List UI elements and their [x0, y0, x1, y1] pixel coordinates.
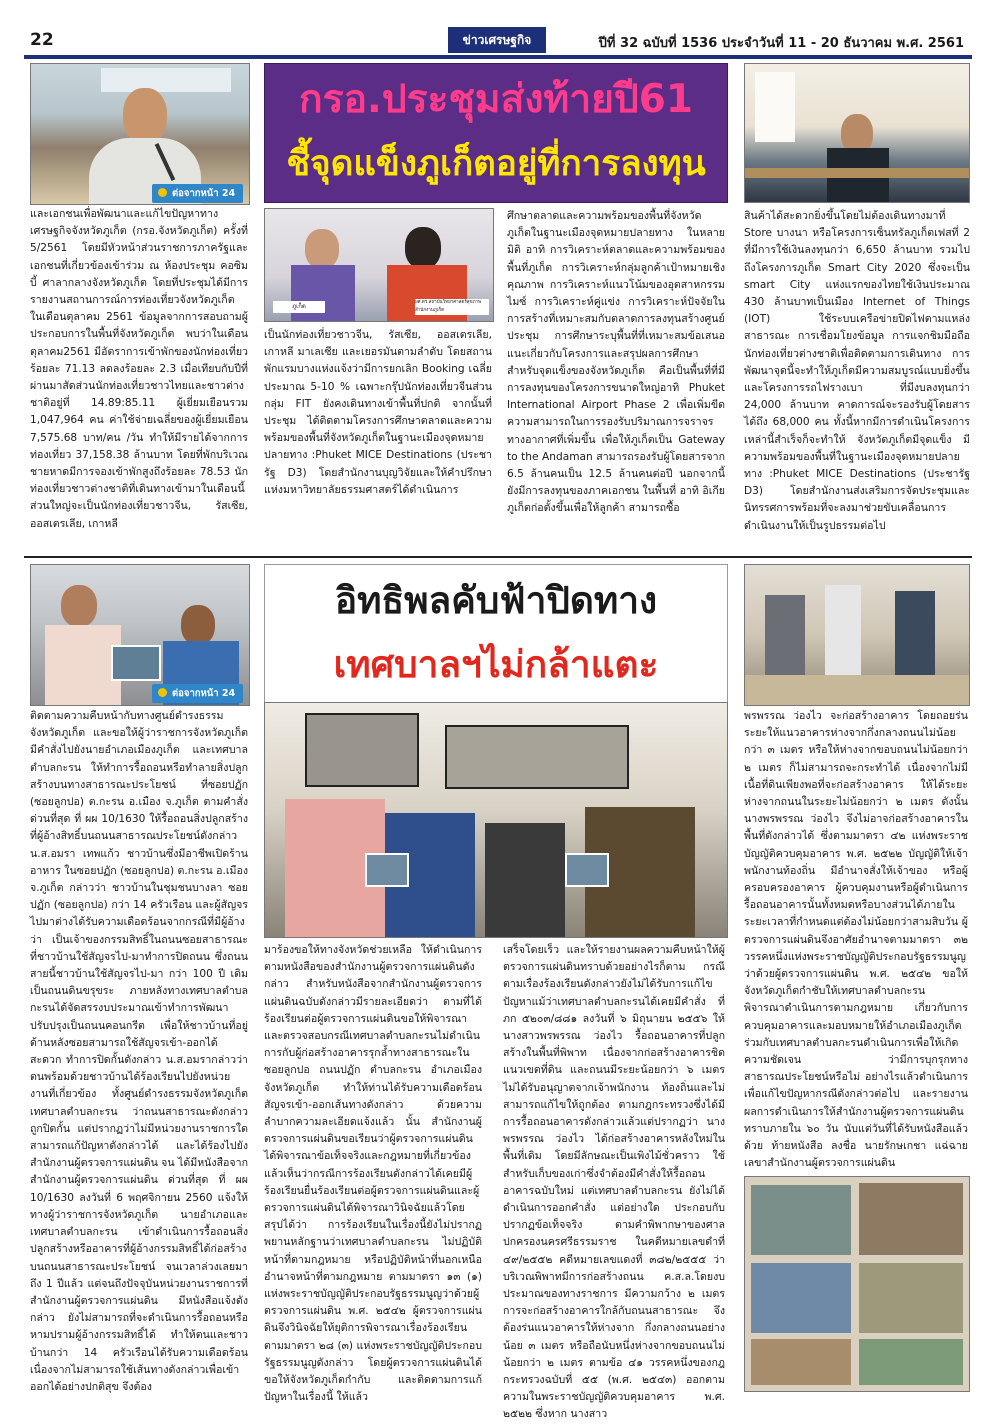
held-photo-a — [365, 853, 409, 887]
story1-column-2: เป็นนักท่องเที่ยวชาวจีน, รัสเซีย, ออสเตรเลีย, เกาหลี มาเลเซีย และเยอรมันตามลำดับ โดยสถานพักแรมบางแห่งแจ้งว่ามีการยกเลิก Booking เฉลี่ยประมาณ 5-10 % เฉพาะกรุ๊ปนักท่องเที่ยวจีนส่วนกลุ่ม FIT ยังคงเดินทางเข้าพื้นที่ปกติ จากนั้นที่ประชุม ได้ติดตามโครงการศึกษาตลาดและความพร้อมของพื้นที่จังหวัดภูเก็ตในฐานะเมืองจุดหมายปลายทาง :Phuket MICE Destinations (ประชารัฐ D3) โดยสำนักงานบุญวิจัยและให้คำปรึกษาแห่งมหาวิทยาลัยธรรมศาสตร์ได้ดำเนินการ — [264, 329, 492, 496]
story1-column-1: และเอกชนเพื่อพัฒนาและแก้ไขปัญหาทางเศรษฐกิจจังหวัดภูเก็ต (กรอ.จังหวัดภูเก็ต) ครั้งที่ 5/2561 โดยมีหัวหน้าส่วนราชการภาครัฐและเอกชนที่เกี่ยวข้องเข้าร่วม ณ ห้องประชุม คอซิมบี้ ศาลากลางจังหวัดภูเก็ต โดยที่ประชุมได้มีการรายงานสถานการณ์การท่องเที่ยวจังหวัดภูเก็ต ในเดือนตุลาคม 2561 ข้อมูลจากการสอบถามผู้ประกอบการในพื้นที่จังหวัดภูเก็ต พบว่าในเดือนตุลาคม2561 มีอัตราการเข้าพักของนักท่องเที่ยวร้อยละ 71.13 ลดลงร้อยละ 2.3 เมื่อเทียบกับปีที่ผ่านมาสัดส่วนนักท่องเที่ยวชาวไทยและชาวต่างชาติอยู่ที่ 14.89:85.11 ผู้เยี่ยมเยือนรวม 1,047,964 คน ค่าใช้จ่ายเฉลี่ยของผู้เยี่ยมเยือน 7,575.68 บาท/คน /วัน ทำให้มีรายได้จากการท่องเที่ยว 37,158.38 ล้านบาท โดยที่พักบริเวณชายหาดมีการจองเข้าพักสูงถึงร้อยละ 78.53 นักท่องเที่ยวชาวต่างชาติที่เดินทางเข้ามาในเดือนนี้ส่วนใหญ่จะเป็นนักท่องเที่ยวชาวจีน, รัสเซีย, ออสเตรเลีย, เกาหลี — [30, 208, 248, 530]
speaker-head — [123, 88, 167, 144]
story1-column-4: สินค้าได้สะดวกยิ่งขึ้นโดยไม่ต้องเดินทางมาที่ Store บางนา หรือโครงการเซ็นทรัลภูเก็ตเฟสที่ 2 ที่มีการใช้เงินลงทุนกว่า 6,650 ล้านบาท รวมไปถึงโครงการภูเก็ต Smart City 2020 ซึ่งจะเป็น smart City แห่งแรกของไทยใช้เงินประมาณ 430 ล้านบาทเป็นเมือง Internet of Things (IOT) ใช้ระบบเครือข่ายปิดไฟตามแหล่งสาธารณะ การเชื่อมโยงข้อมูล การแจกชิมมือถือนักท่องเที่ยวต่างชาติเพื่อติดตามการเดินทาง การพัฒนาจุดนี้จะทำให้ภูเก็ตมีความสมบูรณ์แบบยิ่งขึ้น และโครงการรถไฟรางเบา ที่มีงบลงทุนกว่า 24,000 ล้านบาท คาดการณ์จะรองรับผู้โดยสารได้ถึง 68,000 คน ทั้งนี้หากมีการดำเนินโครงการเหล่านี้สำเร็จก็จะทำให้ จังหวัดภูเก็ตมีจุดแข็ง มีความพร้อมของพื้นที่ในฐานะเมืองจุดหมายปลายทาง :Phuket MICE Destinations (ประชารัฐ D3) โดยสำนักงานส่งเสริมการจัดประชุมและนิทรรศการพร้อมที่จะลงมาช่วยขับเคลื่อนการดำเนินงานให้เป็นรูปธรรมต่อไป — [744, 210, 970, 532]
nameplate-right: ผศ.ดร.สถาบันวิทยาศาสตร์สุขภาพ สำนักงานภูเก็ต — [415, 299, 489, 315]
headline-box-story2 — [264, 564, 728, 704]
woman-dark-shirt — [485, 823, 565, 937]
collage-photo-5 — [751, 1339, 851, 1385]
nameplate-left: ภูเก็ต — [273, 301, 325, 313]
window-light — [755, 72, 795, 142]
newspaper-logo: ข่าวเศรษฐกิจ — [448, 27, 546, 53]
collage-photo-3 — [751, 1263, 851, 1333]
headline-story2-line1: อิทธิพลคับฟ้าปิดทาง — [334, 579, 658, 622]
story2-column-4: พรพรรณ ว่องไว จะก่อสร้างอาคาร โดยถอยร่นระยะให้แนวอาคารห่างจากกึ่งกลางถนนไม่น้อยกว่า ๓ เมตร หรือให้ห่างจากขอบถนนไม่น้อยกว่า ๒ เมตร ก็ไม่สามารถจะกระทำได้ เนื่องจากไม่มีเนื้อที่ดินเพียงพอที่จะก่อสร้างอาคาร ให้ได้ระยะห่างจากถนนในระยะไม่น้อยกว่า ๒ เมตร ดังนั้น นางพรพรรณ ว่องไว จึงไม่อาจก่อสร้างอาคารในพื้นที่ดังกล่าวได้ ซึ่งตามมาตรา ๔๒ แห่งพระราชบัญญัติควบคุมอาคาร พ.ศ. ๒๕๒๒ บัญญัติให้เจ้าพนักงานท้องถิ่น มีอำนาจสั่งให้เจ้าของ หรือผู้ครอบครองอาคาร ผู้ควบคุมงานหรือผู้ดำเนินการรื้อถอนอาคารนั้นทั้งหมดหรือบางส่วนได้ภายในระยะเวลาที่กำหนดแต่ต้องไม่น้อยกว่าสามสิบวัน ผู้ตรวจการแผ่นดินจึงอาศัยอำนาจตามมาตรา ๓๒ วรรคหนึ่งแห่งพระราชบัญญัติประกอบรัฐธรรมนูญ ว่าด้วยผู้ตรวจการแผ่นดิน พ.ศ. ๒๕๔๒ ขอให้จังหวัดภูเก็ตกำชับให้เทศบาลตำบลกะรน พิจารณาดำเนินการตามกฎหมาย เกี่ยวกับการควบคุมอาคารและมอบหมายให้อำเภอเมืองภูเก็ต ร่วมกับเทศบาลตำบลกะรนดำเนินการเพื่อให้เกิดความชัดเจน ว่ามีการบุกรุกทางสาธารณประโยชน์หรือไม่ อย่างไรแล้วดำเนินการเพื่อแก้ไขปัญหากรณีดังกล่าวต่อไป และรายงานผลการดำเนินการให้สำนักงานผู้ตรวจการแผ่นดินทราบภายใน ๖๐ วัน นับแต่วันที่ได้รับหนังสือแล้วด้วย ท้ายหนังสือ ลงชื่อ นายรักษเกชา แฉ่ฉาย เลขาสำนักงานผู้ตรวจการแผ่นดิน — [744, 710, 968, 1170]
woman-left — [305, 229, 339, 269]
screen-backdrop — [101, 68, 231, 92]
headline-story2-line2: เทศบาลฯไม่กล้าแตะ — [333, 643, 659, 686]
collage-photo-1 — [751, 1185, 851, 1255]
headline-box-story1 — [264, 63, 728, 203]
conference-table — [745, 168, 969, 178]
issue-line: ปีที่ 32 ฉบับที่ 1536 ประจำวันที่ 11 - 20 ธันวาคม พ.ศ. 2561 — [598, 36, 964, 51]
photo-officials-at-table — [744, 564, 970, 706]
story2-column-3: เสร็จโดยเร็ว และให้รายงานผลความคืบหน้าให้ผู้ตรวจการแผ่นดินทราบด้วยอย่างไรก็ตาม กรณีตามเรื่องร้องเรียนดังกล่าวยังไม่ได้รับการแก้ไขปัญหาแม้ว่าเทศบาลตำบลกะรนได้เคยมีคำสั่ง ที่ ภก ๕๒๐๓/๘๘๑ ลงวันที่ ๖ มิถุนายน ๒๕๕๖ ให้นางสาวพรพรรณ ว่องไว รื้อถอนอาคารที่ปลูกสร้างในพื้นที่พิพาท เนื่องจากก่อสร้างอาคารชิดแนวเขตที่ดิน และถนนมีระยะน้อยกว่า ๖ เมตร ไม่ได้รับอนุญาตจากเจ้าพนักงาน ท้องถิ่นและไม่สามารถแก้ไขให้ถูกต้อง ตามกฎกระทรวงซึ่งได้มีการรื้อถอนอาคารดังกล่าวแล้วแต่ปรากฏว่า นางพรพรรณ ว่องไว ได้ก่อสร้างอาคารหลังใหม่ในพื้นที่เดิม โดยมีลักษณะเป็นเพิงไม้ชั่วคราว ใช้สำหรับเก็บของเก่าซึ่งจำต้องมีคำสั่งให้รื้อถอนอาคารฉบับใหม่ แต่เทศบาลตำบลกะรน ยังไม่ได้ดำเนินการออกคำสั่ง แต่อย่างใด ประกอบกับปรากฏข้อเท็จจริง ตามคำพิพากษาของศาลปกครองนครศรีธรรมราช ในคดีหมายเลขดำที่ ๔๙/๒๕๕๒ คดีหมายเลขแดงที่ ๓๘๒/๒๕๕๕ ว่า บริเวณพิพาทมีการก่อสร้างถนน ค.ส.ล.โดยงบประมาณของทางราชการ มีความกว้าง ๒ เมตร การจะก่อสร้างอาคารใกล้กับถนนสาธารณะ จึงต้องร่นแนวอาคารให้ห่างจาก กึ่งกลางถนนอย่างน้อย ๓ เมตร หรือถือนับหนึ่งห่างจากขอบถนนไม่น้อยกว่า ๒ เมตร ตามข้อ ๔๑ วรรคหนึ่งของกฎกระทรวงฉบับที่ ๕๕ (พ.ศ. ๒๕๔๓) ออกตามความในพระราชบัญญัติควบคุมอาคาร พ.ศ. ๒๕๒๒ ซึ่งหาก นางสาว — [503, 944, 725, 1421]
document-table — [745, 675, 969, 705]
collage-photo-4 — [859, 1263, 963, 1333]
man-left-shirt — [45, 625, 121, 705]
held-photograph — [111, 645, 161, 681]
badge-dot-icon — [158, 188, 167, 197]
headline-story1-line1: กรอ.ประชุมส่งท้ายปี61 — [299, 77, 693, 122]
wall-photo-2 — [445, 725, 629, 789]
photo-meeting-room — [744, 63, 970, 203]
man-left-head — [61, 585, 97, 627]
photo-collage-evidence — [744, 1176, 970, 1392]
story2-column-2: มาร้องขอให้ทางจังหวัดช่วยเหลือ ให้ดำเนินการตามหนังสือของสำนักงานผู้ตรวจการแผ่นดินดังกล่าว สำหรับหนังสือจากสำนักงานผู้ตรวจการแผ่นดินฉบับดังกล่าวมีรายละเอียดว่า ตามที่ได้ร้องเรียนต่อผู้ตรวจการแผ่นดินขอให้พิจารณา และตรวจสอบกรณีเทศบาลตำบลกะรนไม่ดำเนินการกับผู้ก่อสร้างอาคารรุกล้ำทางสาธารณะในซอยลูกปอ ถนนปฏัก ตำบลกะรน อำเภอเมือง จังหวัดภูเก็ต ทำให้ท่านได้รับความเดือดร้อนสัญจรเข้า-ออกเส้นทางดังกล่าว ด้วยความลำบากความละเอียดแจ้งแล้ว นั้น สำนักงานผู้ตรวจการแผ่นดินขอเรียนว่าผู้ตรวจการแผ่นดิน ได้พิจารณาข้อเท็จจริงและกฎหมายที่เกี่ยวข้องแล้วเห็นว่ากรณีการร้องเรียนดังกล่าวได้เคยมีผู้ร้องเรียนยื่นร้องเรียนต่อผู้ตรวจการแผ่นดินและผู้ตรวจการแผ่นดินได้พิจารณาวินิจฉัยแล้วโดยสรุปได้ว่า การร้องเรียนในเรื่องนี้ยังไม่ปรากฏพยานหลักฐานว่าเทศบาลตำบลกะรน ไม่ปฏิบัติหน้าที่ตามกฎหมาย หรือปฏิบัติหน้าที่นอกเหนืออำนาจหน้าที่ตามกฎหมาย ตามมาตรา ๑๓ (๑) แห่งพระราชบัญญัติประกอบรัฐธรรมนูญว่าด้วยผู้ตรวจการแผ่นดิน พ.ศ. ๒๕๔๒ ผู้ตรวจการแผ่นดินจึงวินิจฉัยให้ยุติการพิจารณาเรื่องร้องเรียน ตามมาตรา ๒๘ (๓) แห่งพระราชบัญญัติประกอบรัฐธรรมนูญดังกล่าว โดยผู้ตรวจการแผ่นดินได้ ขอให้จังหวัดภูเก็ตกำกับ และติดตามการแก้ปัญหาในเรื่องนี้ ให้แล้ว — [264, 944, 482, 1404]
headline-story1-line2: ชี้จุดแข็งภูเก็ตอยู่ที่การลงทุน — [286, 144, 706, 184]
section-divider — [24, 556, 972, 558]
continue-badge-story2: ต่อจากหน้า 24 — [152, 684, 243, 703]
badge-dot-icon — [158, 688, 167, 697]
held-photo-b — [565, 853, 609, 887]
collage-photo-6 — [859, 1339, 963, 1385]
story1-column-3: ศึกษาตลาดและความพร้อมของพื้นที่จังหวัดภูเก็ตในฐานะเมืองจุดหมายปลายทาง ในหลายมิติ อาทิ การวิเคราะห์ตลาดและความพร้อมของพื้นที่ภูเก็ต การวิเคราะห์กลุ่มลูกค้าเป้าหมายเชิงคุณภาพ การวิเคราะห์แนวโน้มของอุตสาหกรรมไมซ์ การวิเคราะห์คู่แข่ง การวิเคราะห์ปัจจัยในการสร้างที่เหมาะสมกับตลาดการลงทุนสร้างศูนย์ประชุม การศึกษาระบุพื้นที่ที่เหมาะสมข้อเสนอแนะเกี่ยวกับโครงการและสรุปผลการศึกษา สำหรับจุดแข็งของจังหวัดภูเก็ต คือเป็นพื้นที่ที่มีการลงทุนของโครงการขนาดใหญ่อาทิ Phuket International Airport Phase 2 เพื่อเพิ่มขีดความสามารถในการรองรับปริมาณการจราจรทางอากาศที่เพิ่มขึ้น เพื่อให้ภูเก็ตเป็น Gateway to the Andaman สามารถรองรับผู้โดยสารจาก 6.5 ล้านคนเป็น 12.5 ล้านคนต่อปี นอกจากนี้ ยังมีการลงทุนของภาคเอกชน ในพื้นที่ อาทิ อิเกียภูเก็ตก่อตั้งขึ้นเพื่อให้ลูกค้า สามารถซื้อ — [507, 210, 725, 515]
woman-right — [405, 227, 441, 269]
collage-photo-2 — [859, 1183, 963, 1255]
man-right-head — [181, 605, 215, 645]
photo-two-women — [264, 208, 494, 322]
continue-badge-story1: ต่อจากหน้า 24 — [152, 184, 243, 203]
photo-group-with-pictures — [264, 702, 728, 938]
masthead-rule — [24, 55, 972, 59]
wall-photo-1 — [305, 713, 419, 787]
story2-column-1: ติดตามความคืบหน้ากับทางศูนย์ดำรงธรรมจังหวัดภูเก็ต และขอให้ผู้ว่าราชการจังหวัดภูเก็ต มีคำสั่งไปยังนายอำเภอเมืองภูเก็ต และเทศบาลตำบลกะรน ให้ทำการรื้อถอนหรือทำลายสิ่งปลูกสร้างบนทางสาธารณะประโยชน์ ที่ซอยปฏัก (ซอยลูกปอ) ต.กะรน อ.เมือง จ.ภูเก็ต ตามคำสั่งด่วนที่สุด ที่ ผผ 10/1630 ให้รื้อถอนสิ่งปลูกสร้างที่ผู้อ้างสิทธิ์บนถนนสาธารณประโยชน์ดังกล่าว น.ส.อมรา เทพแก้ว ชาวบ้านซึ่งมีอาชีพเปิดร้านอาหาร ในซอยปฏัก (ซอยลูกปอ) ต.กะรน อ.เมือง จ.ภูเก็ต กล่าวว่า ชาวบ้านในชุมชนบางลา ซอยปฏัก (ซอยลูกปอ) กว่า 14 ครัวเรือน และผู้สัญจรไปมาต่างได้รับความเดือดร้อนจากกรณีที่มีผู้อ้างว่า เป็นเจ้าของกรรมสิทธิ์ในถนนซอยสาธารณะที่ชาวบ้านใช้สัญจรไป-มาทำการปิดถนน ซึ่งถนนสายนี้ชาวบ้านใช้สัญจรไป-มา กว่า 100 ปี เดิมเป็นถนนดินขรุขระ ภายหลังทางเทศบาลตำบลกะรนได้จัดสรรงบประมาณเข้าทำการพัฒนาปรับปรุงเป็นถนนคอนกรีต เพื่อให้ชาวบ้านที่อยู่ด้านหลังซอยสามารถใช้สัญจรเข้า-ออกได้สะดวก ทำการปิดกั้นดังกล่าว น.ส.อมรากล่าวว่า ตนพร้อมด้วยชาวบ้านได้ร้องเรียนไปยังหน่วยงานที่เกี่ยวข้อง ทั้งศูนย์ดำรงธรรมจังหวัดภูเก็ต เทศบาลตำบลกะรน ว่าถนนสาธารณะดังกล่าวถูกปิดกั้น แต่ปรากฏว่าไม่มีหน่วยงานราชการใดสามารถแก้ปัญหาดังกล่าวได้ และได้ร้องไปยังสำนักงานผู้ตรวจการแผ่นดิน จน ได้มีหนังสือจากสำนักงานผู้ตรวจการแผ่นดิน ด่วนที่สุด ที่ ผผ 10/1630 ลงวันที่ 6 พฤศจิกายน 2560 แจ้งให้ทางผู้ว่าราชการจังหวัดภูเก็ต นายอำเภอและเทศบาลตำบลกะรน เข้าดำเนินการรื้อถอนสิ่งปลูกสร้างหรืออาคารที่ผู้อ้างกรรมสิทธิ์ได้ก่อสร้างบนถนนสาธารณะประโยชน์ จนเวลาล่วงเลยมาถึง 1 ปีแล้ว แต่จนถึงปัจจุบันหน่วยงานราชการที่สำนักงานผู้ตรวจการแผ่นดิน มีหนังสือแจ้งดังกล่าว ยังไม่สามารถที่จะดำเนินการรื้อถอนหรือหามปรามผู้อ้างกรรมสิทธิ์ได้ ทำให้ตนและชาวบ้านกว่า 14 ครัวเรือนได้รับความเดือดร้อน เนื่องจากไม่สามารถใช้เส้นทางดังกล่าวเพื่อเข้าออกได้อย่างปกติสุข จึงต้อง — [30, 710, 248, 1393]
page-number: 22 — [30, 30, 54, 50]
